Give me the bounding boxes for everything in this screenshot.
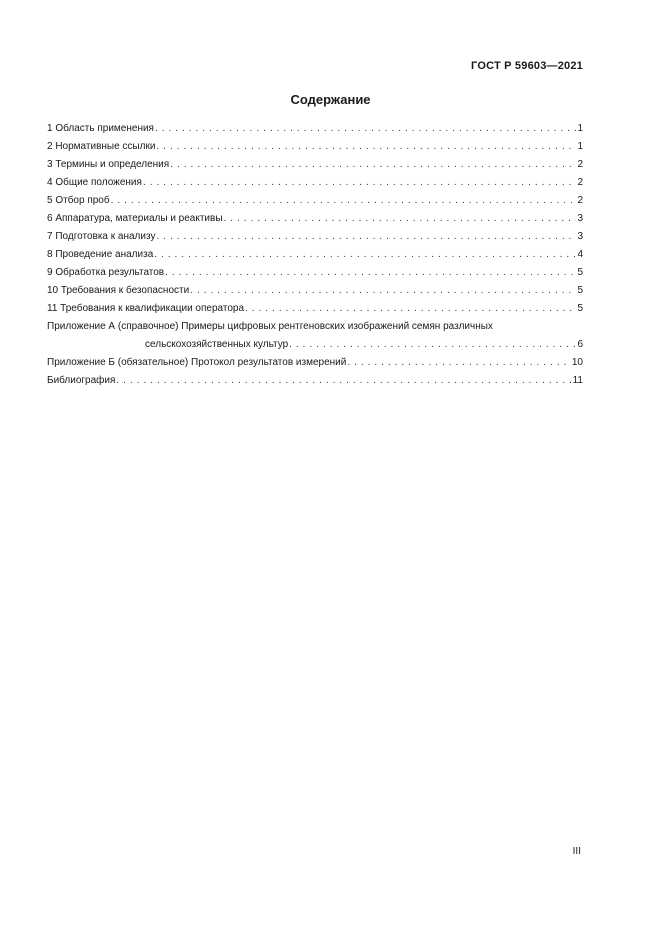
- toc-appendix-a-line1[interactable]: [47, 318, 583, 336]
- toc-entry-page: 11: [572, 375, 583, 386]
- toc-entry-page: 3: [577, 231, 583, 242]
- toc-entry-label: 11 Требования к квалификации оператора: [47, 303, 245, 314]
- leader-dots: [347, 354, 571, 372]
- toc-entry-label: 3 Термины и определения: [47, 159, 170, 170]
- toc-entry-label: 6 Аппаратура, материалы и реактивы: [47, 213, 223, 224]
- toc-entry-6[interactable]: [47, 210, 583, 228]
- toc-entry-page: 6: [577, 339, 583, 350]
- toc-entry-label: 10 Требования к безопасности: [47, 285, 190, 296]
- toc-entry-5[interactable]: [47, 192, 583, 210]
- toc-entry-4[interactable]: [47, 174, 583, 192]
- leader-dots: [111, 192, 577, 210]
- toc-entry-label: 5 Отбор проб: [47, 195, 110, 206]
- toc-entry-page: 1: [577, 141, 583, 152]
- page-number: III: [572, 846, 581, 857]
- leader-dots: [289, 336, 576, 354]
- standard-code: ГОСТ Р 59603—2021: [471, 60, 583, 72]
- toc-entry-1[interactable]: [47, 120, 583, 138]
- toc-entry-7[interactable]: [47, 228, 583, 246]
- toc-entry-3[interactable]: [47, 156, 583, 174]
- toc-bibliography-label: Библиография: [47, 375, 116, 386]
- toc-entry-page: 2: [577, 159, 583, 170]
- toc-appendix-a-line2[interactable]: [47, 336, 583, 354]
- leader-dots: [155, 120, 576, 138]
- toc-entry-9[interactable]: [47, 264, 583, 282]
- toc-entry-2[interactable]: [47, 138, 583, 156]
- toc-entry-page: 2: [577, 195, 583, 206]
- toc-appendix-b-label: Приложение Б (обязательное) Протокол результатов измерений: [47, 357, 347, 368]
- leader-dots: [170, 156, 576, 174]
- toc-appendix-a-label: Приложение А (справочное) Примеры цифровых рентгеновских изображений семян различных: [47, 321, 493, 332]
- toc-appendix-a-label-cont: сельскохозяйственных культур: [145, 339, 289, 350]
- toc-entry-page: 1: [577, 123, 583, 134]
- leader-dots: [190, 282, 576, 300]
- toc-entry-label: 1 Область применения: [47, 123, 154, 134]
- toc-appendix-b[interactable]: [47, 354, 583, 372]
- toc-entry-page: 3: [577, 213, 583, 224]
- toc-entry-label: 7 Подготовка к анализу: [47, 231, 156, 242]
- leader-dots: [143, 174, 577, 192]
- toc-entry-11[interactable]: [47, 300, 583, 318]
- toc-entry-page: 10: [571, 357, 583, 368]
- leader-dots: [156, 228, 576, 246]
- toc-entry-page: 5: [577, 303, 583, 314]
- table-of-contents: [47, 120, 583, 390]
- toc-entry-8[interactable]: [47, 246, 583, 264]
- toc-entry-page: 4: [577, 249, 583, 260]
- toc-bibliography[interactable]: [47, 372, 583, 390]
- leader-dots: [154, 246, 576, 264]
- leader-dots: [224, 210, 577, 228]
- toc-entry-10[interactable]: [47, 282, 583, 300]
- toc-title: Содержание: [290, 92, 371, 107]
- leader-dots: [245, 300, 576, 318]
- toc-entry-label: 2 Нормативные ссылки: [47, 141, 156, 152]
- leader-dots: [165, 264, 576, 282]
- leader-dots: [156, 138, 576, 156]
- toc-entry-page: 5: [577, 285, 583, 296]
- toc-entry-page: 2: [577, 177, 583, 188]
- leader-dots: [116, 372, 571, 390]
- toc-entry-label: 8 Проведение анализа: [47, 249, 154, 260]
- toc-entry-page: 5: [577, 267, 583, 278]
- toc-entry-label: 4 Общие положения: [47, 177, 142, 188]
- toc-entry-label: 9 Обработка результатов: [47, 267, 165, 278]
